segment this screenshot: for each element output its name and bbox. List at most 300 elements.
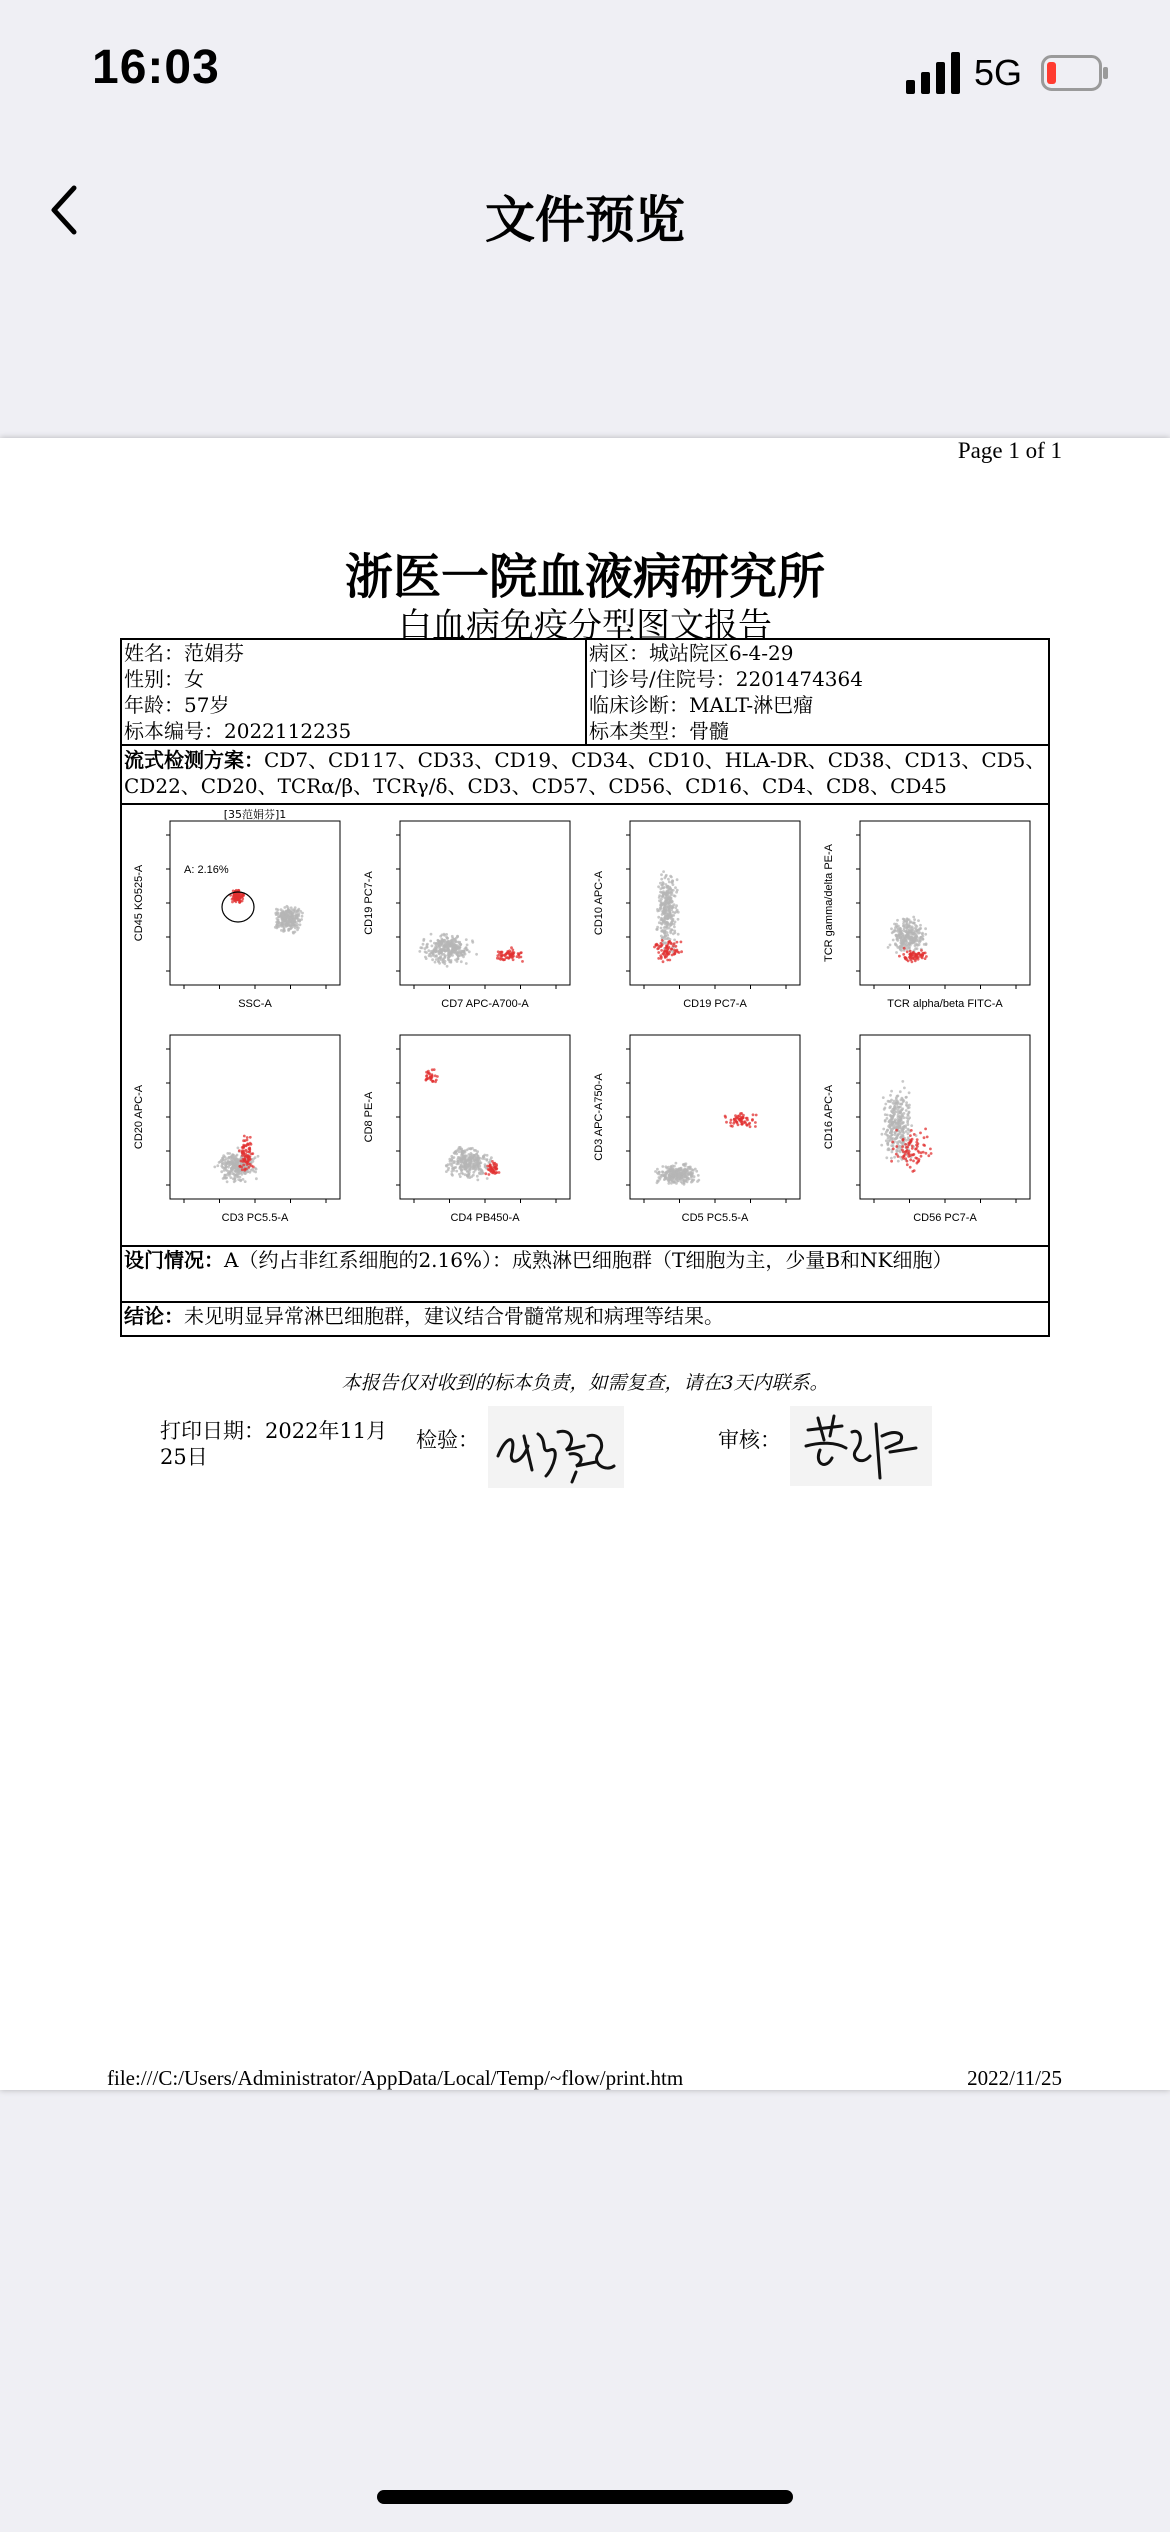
event-dot (247, 1170, 250, 1173)
event-dot (914, 943, 917, 946)
event-dot (882, 1128, 885, 1131)
event-dot (226, 1180, 229, 1183)
event-dot (899, 1090, 902, 1093)
event-dot (224, 1156, 227, 1159)
event-dot (663, 1178, 666, 1181)
event-dot (913, 1153, 916, 1156)
event-dot (280, 922, 283, 925)
event-dot (893, 1120, 896, 1123)
event-dot (902, 922, 905, 925)
event-dot (447, 1163, 450, 1166)
event-dot (430, 952, 433, 955)
inspector-signature-image (488, 1406, 624, 1488)
event-dot (451, 1159, 454, 1162)
event-dot (691, 1174, 694, 1177)
event-dot (449, 951, 452, 954)
event-dot (663, 886, 666, 889)
event-dot (905, 1096, 908, 1099)
event-dot (917, 940, 920, 943)
event-dot (672, 932, 675, 935)
event-dot (476, 1167, 479, 1170)
event-dot (478, 1171, 481, 1174)
event-dot (665, 901, 668, 904)
event-dot (668, 959, 671, 962)
event-dot (442, 961, 445, 964)
event-dot (659, 887, 662, 890)
event-dot (660, 878, 663, 881)
event-dot (241, 1154, 244, 1157)
event-dot (455, 1170, 458, 1173)
event-dot (435, 1079, 438, 1082)
event-dot (664, 942, 667, 945)
event-dot (894, 1133, 897, 1136)
event-dot (673, 903, 676, 906)
event-dot (447, 958, 450, 961)
event-dot (659, 891, 662, 894)
event-dot (670, 928, 673, 931)
event-dot (672, 918, 675, 921)
event-dot (675, 891, 678, 894)
event-dot (667, 878, 670, 881)
event-dot (658, 921, 661, 924)
event-dot (661, 881, 664, 884)
event-dot (422, 939, 425, 942)
flow-plot-1 (133, 807, 340, 1010)
event-dot (457, 954, 460, 957)
event-dot (683, 1181, 686, 1184)
event-dot (468, 1176, 471, 1179)
event-dot (904, 1153, 907, 1156)
event-dot (676, 878, 679, 881)
event-dot (216, 1164, 219, 1167)
event-dot (294, 931, 297, 934)
footer-file-path: file:///C:/Users/Administrator/AppData/Local/Temp/~flow/print.htm (107, 2066, 684, 2090)
event-dot (679, 1168, 682, 1171)
event-dot (670, 891, 673, 894)
event-dot (457, 1162, 460, 1165)
flow-plots-canvas (122, 805, 1048, 1245)
report-subtitle: 白血病免疫分型图文报告 (398, 606, 772, 646)
event-dot (456, 935, 459, 938)
event-dot (292, 916, 295, 919)
event-dot (897, 1155, 900, 1158)
event-dot (246, 1136, 249, 1139)
event-dot (669, 875, 672, 878)
clinic-number: 门诊号/住院号：2201474364 (589, 667, 863, 691)
event-dot (657, 957, 660, 960)
event-dot (908, 918, 911, 921)
event-dot (489, 1161, 492, 1164)
event-dot (914, 959, 917, 962)
event-dot (237, 1175, 240, 1178)
event-dot (901, 1080, 904, 1083)
event-dot (881, 1133, 884, 1136)
navigation-bar (0, 150, 1170, 270)
event-dot (660, 935, 663, 938)
event-dot (896, 1095, 899, 1098)
event-dot (882, 1096, 885, 1099)
clinical-diagnosis: 临床诊断：MALT-淋巴瘤 (589, 693, 814, 717)
event-dot (476, 1161, 479, 1164)
event-dot (664, 925, 667, 928)
event-dot (921, 933, 924, 936)
event-dot (749, 1125, 752, 1128)
event-dot (432, 1080, 435, 1083)
plot-y-label: CD8 PE-A (363, 1091, 375, 1143)
event-dot (511, 949, 514, 952)
event-dot (906, 950, 909, 953)
event-dot (895, 1129, 898, 1132)
event-dot (662, 890, 665, 893)
event-dot (889, 1100, 892, 1103)
event-dot (896, 1137, 899, 1140)
event-dot (892, 939, 895, 942)
event-dot (889, 944, 892, 947)
event-dot (301, 915, 304, 918)
event-dot (900, 949, 903, 952)
event-dot (913, 1133, 916, 1136)
event-dot (738, 1114, 741, 1117)
reviewer-signature-image (790, 1406, 932, 1486)
event-dot (904, 1143, 907, 1146)
event-dot (668, 916, 671, 919)
event-dot (512, 958, 515, 961)
event-dot (894, 942, 897, 945)
event-dot (660, 927, 663, 930)
event-dot (505, 953, 508, 956)
event-dot (661, 895, 664, 898)
event-dot (480, 1161, 483, 1164)
event-dot (226, 1152, 229, 1155)
event-dot (741, 1123, 744, 1126)
inspector-signature (488, 1406, 624, 1488)
event-dot (276, 917, 279, 920)
event-dot (688, 1177, 691, 1180)
event-dot (287, 910, 290, 913)
event-dot (468, 1162, 471, 1165)
event-dot (227, 1157, 230, 1160)
patient-name: 姓名：范娟芬 (124, 641, 244, 665)
flow-plot-7 (593, 1035, 800, 1224)
event-dot (470, 1155, 473, 1158)
event-dot (910, 935, 913, 938)
event-dot (433, 942, 436, 945)
event-dot (520, 951, 523, 954)
event-dot (426, 944, 429, 947)
event-dot (429, 1076, 432, 1079)
event-dot (884, 1103, 887, 1106)
flow-plot-8 (823, 1035, 1030, 1224)
event-dot (424, 951, 427, 954)
event-dot (424, 956, 427, 959)
event-dot (899, 936, 902, 939)
event-dot (673, 926, 676, 929)
event-dot (486, 1177, 489, 1180)
home-indicator[interactable] (377, 2490, 793, 2504)
event-dot (449, 944, 452, 947)
event-dot (501, 951, 504, 954)
event-dot (464, 1154, 467, 1157)
event-dot (244, 1158, 247, 1161)
event-dot (673, 1165, 676, 1168)
event-dot (916, 1138, 919, 1141)
event-dot (418, 950, 421, 953)
event-dot (469, 1148, 472, 1151)
event-dot (441, 939, 444, 942)
event-dot (904, 919, 907, 922)
event-dot (288, 922, 291, 925)
gate-info-label: 设门情况： (124, 1248, 224, 1272)
event-dot (252, 1158, 255, 1161)
event-dot (911, 932, 914, 935)
plot-y-label: CD10 APC-A (593, 870, 605, 936)
event-dot (665, 1165, 668, 1168)
event-dot (493, 1169, 496, 1172)
event-dot (657, 1173, 660, 1176)
event-dot (454, 952, 457, 955)
event-dot (666, 934, 669, 937)
event-dot (475, 953, 478, 956)
event-dot (915, 928, 918, 931)
event-dot (893, 1156, 896, 1159)
event-dot (905, 1101, 908, 1104)
event-dot (675, 910, 678, 913)
event-dot (451, 1168, 454, 1171)
event-dot (458, 1167, 461, 1170)
plot-frame (400, 821, 570, 985)
flow-plots (122, 805, 1048, 1247)
event-dot (476, 1175, 479, 1178)
event-dot (293, 924, 296, 927)
event-dot (883, 1108, 886, 1111)
event-dot (462, 1172, 465, 1175)
event-dot (439, 957, 442, 960)
event-dot (462, 1150, 465, 1153)
event-dot (888, 1120, 891, 1123)
event-dot (656, 908, 659, 911)
event-dot (899, 1110, 902, 1113)
event-dot (922, 1151, 925, 1154)
event-dot (901, 1122, 904, 1125)
flow-plot-4 (823, 821, 1030, 1010)
event-dot (668, 1180, 671, 1183)
event-dot (444, 950, 447, 953)
event-dot (887, 1147, 890, 1150)
event-dot (513, 951, 516, 954)
event-dot (667, 941, 670, 944)
reviewer-signature (790, 1406, 932, 1486)
event-dot (446, 937, 449, 940)
event-dot (239, 1165, 242, 1168)
plot-x-label: CD19 PC7-A (683, 998, 747, 1010)
event-dot (668, 1178, 671, 1181)
event-dot (665, 874, 668, 877)
event-dot (456, 960, 459, 963)
event-dot (669, 931, 672, 934)
event-dot (906, 1149, 909, 1152)
event-dot (280, 912, 283, 915)
plot-frame (170, 1035, 340, 1199)
event-dot (896, 939, 899, 942)
event-dot (688, 1172, 691, 1175)
event-dot (663, 1175, 666, 1178)
plot-x-label: CD4 PB450-A (450, 1212, 520, 1224)
event-dot (299, 910, 302, 913)
event-dot (237, 889, 240, 892)
event-dot (672, 914, 675, 917)
event-dot (924, 927, 927, 930)
event-dot (507, 957, 510, 960)
event-dot (907, 1132, 910, 1135)
event-dot (474, 1169, 477, 1172)
footer-date: 2022/11/25 (967, 2066, 1062, 2090)
event-dot (434, 961, 437, 964)
event-dot (663, 929, 666, 932)
event-dot (896, 919, 899, 922)
event-dot (487, 1168, 490, 1171)
event-dot (660, 898, 663, 901)
event-dot (248, 1150, 251, 1153)
event-dot (730, 1124, 733, 1127)
event-dot (913, 922, 916, 925)
event-dot (890, 1157, 893, 1160)
event-dot (741, 1117, 744, 1120)
event-dot (673, 1178, 676, 1181)
specimen-type: 标本类型：骨髓 (589, 719, 729, 743)
event-dot (446, 965, 449, 968)
event-dot (485, 1159, 488, 1162)
event-dot (886, 1117, 889, 1120)
event-dot (914, 936, 917, 939)
event-dot (468, 1156, 471, 1159)
event-dot (906, 1160, 909, 1163)
event-dot (661, 1170, 664, 1173)
event-dot (898, 955, 901, 958)
event-dot (754, 1125, 757, 1128)
event-dot (897, 929, 900, 932)
event-dot (455, 1150, 458, 1153)
event-dot (908, 942, 911, 945)
event-dot (889, 1094, 892, 1097)
event-dot (909, 1139, 912, 1142)
event-dot (902, 1139, 905, 1142)
event-dot (669, 912, 672, 915)
event-dot (909, 950, 912, 953)
event-dot (902, 1150, 905, 1153)
event-dot (242, 1164, 245, 1167)
event-dot (231, 1157, 234, 1160)
event-dot (911, 1145, 914, 1148)
event-dot (657, 916, 660, 919)
event-dot (443, 944, 446, 947)
event-dot (674, 886, 677, 889)
event-dot (902, 953, 905, 956)
event-dot (751, 1118, 754, 1121)
event-dot (668, 946, 671, 949)
event-dot (908, 947, 911, 950)
event-dot (508, 954, 511, 957)
event-dot (911, 1170, 914, 1173)
event-dot (465, 948, 468, 951)
event-dot (477, 1157, 480, 1160)
disclaimer: 本报告仅对收到的标本负责，如需复查，请在3天内联系。 (341, 1372, 829, 1394)
event-dot (911, 960, 914, 963)
event-dot (891, 1151, 894, 1154)
plot-x-label: CD56 PC7-A (913, 1212, 977, 1224)
event-dot (458, 1150, 461, 1153)
event-dot (275, 908, 278, 911)
event-dot (296, 923, 299, 926)
event-dot (422, 943, 425, 946)
event-dot (909, 1159, 912, 1162)
report-table (120, 638, 1050, 1337)
ward: 病区：城站院区6-4-29 (589, 641, 794, 665)
plot-title: [35范娟芬]1 (223, 808, 287, 821)
event-dot (283, 920, 286, 923)
event-dot (466, 1171, 469, 1174)
event-dot (889, 1135, 892, 1138)
event-dot (680, 941, 683, 944)
report-title: 浙医一院血液病研究所 (344, 549, 825, 605)
event-dot (697, 1174, 700, 1177)
event-dot (903, 947, 906, 950)
event-dot (656, 1181, 659, 1184)
event-dot (239, 1179, 242, 1182)
event-dot (660, 884, 663, 887)
event-dot (656, 947, 659, 950)
event-dot (902, 929, 905, 932)
event-dot (897, 1100, 900, 1103)
event-dot (696, 1180, 699, 1183)
event-dot (674, 1174, 677, 1177)
event-dot (251, 1152, 254, 1155)
event-dot (460, 1161, 463, 1164)
event-dot (430, 933, 433, 936)
event-dot (659, 954, 662, 957)
page-title: 文件预览 (485, 191, 685, 249)
event-dot (668, 1170, 671, 1173)
patient-info-right (585, 640, 1048, 744)
event-dot (661, 939, 664, 942)
event-dot (218, 1161, 221, 1164)
print-date: 打印日期：2022年11月25日 (160, 1419, 388, 1469)
event-dot (898, 1125, 901, 1128)
event-dot (247, 1158, 250, 1161)
event-dot (922, 938, 925, 941)
event-dot (465, 962, 468, 965)
event-dot (426, 1078, 429, 1081)
event-dot (904, 926, 907, 929)
event-dot (451, 935, 454, 938)
event-dot (481, 1157, 484, 1160)
event-dot (671, 1174, 674, 1177)
event-dot (433, 1068, 436, 1071)
event-dot (425, 1071, 428, 1074)
event-dot (910, 1124, 913, 1127)
plot-x-label: CD3 PC5.5-A (221, 1212, 289, 1224)
document-page[interactable] (0, 438, 1170, 2090)
event-dot (920, 1155, 923, 1158)
event-dot (236, 898, 239, 901)
event-dot (428, 1072, 431, 1075)
event-dot (659, 907, 662, 910)
event-dot (454, 938, 457, 941)
event-dot (903, 1087, 906, 1090)
event-dot (923, 1136, 926, 1139)
event-dot (886, 1134, 889, 1137)
event-dot (232, 1163, 235, 1166)
event-dot (473, 1156, 476, 1159)
